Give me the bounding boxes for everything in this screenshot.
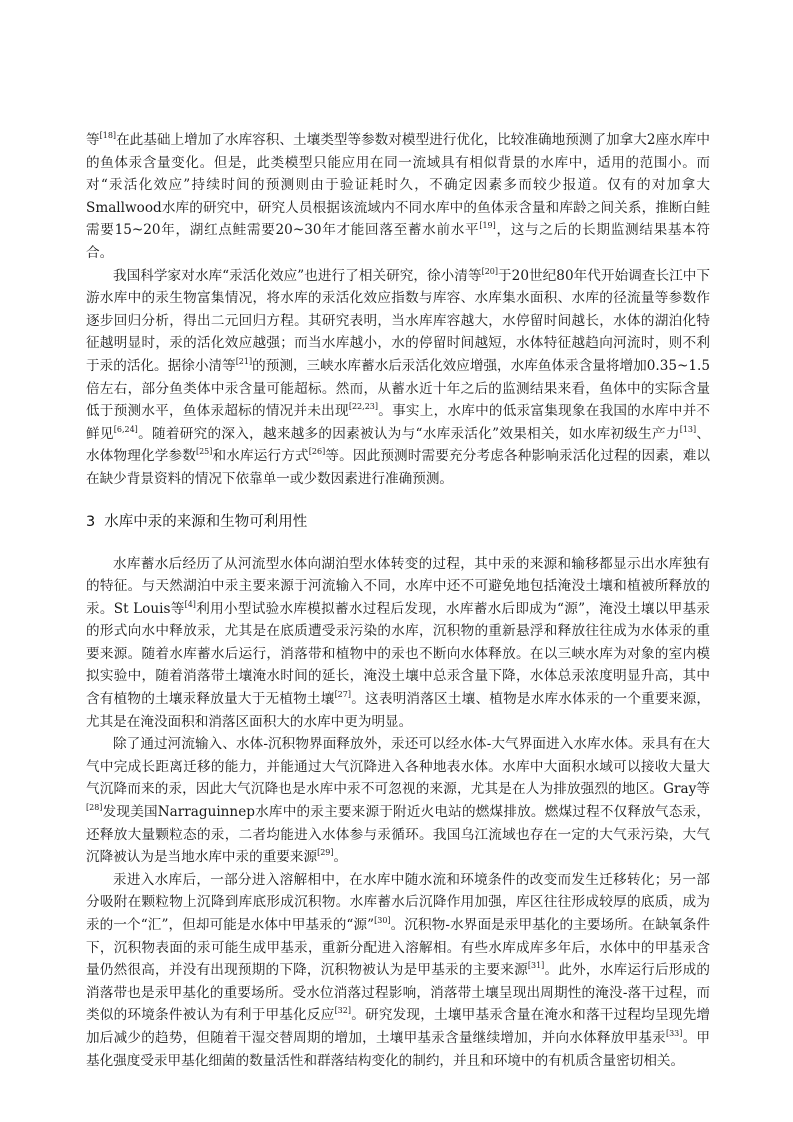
citation-ref: [13] <box>679 424 697 434</box>
paragraph-text: 等 <box>86 132 100 148</box>
citation-ref: [18] <box>99 131 117 140</box>
paragraph-text: 除了通过河流输入、水体-沉积物界面释放外，汞还可以经水体-大气界面进入水库水体。汞具有在大气中完成长距离迁移的能力，并能通过大气沉降进入各种地表水体。水库中大面积水域可以接收大量大气沉降而来的汞，因此大气沉降也是水库中汞不可忽视的来源，尤其是在人为排放强烈的地区。Gray等 <box>86 736 710 798</box>
paragraph-text: 。 <box>333 849 348 866</box>
paragraph-text: 。此外，水库运行后形成的消落带也是汞甲基化的重要场所。受水位消落过程影响，消落带土壤呈现出周期性的淹没-落干过程，而类似的环境条件被认为有利于甲基化反应 <box>86 962 710 1024</box>
body-paragraph <box>86 129 710 265</box>
body-paragraph <box>86 553 710 734</box>
document-body <box>86 129 710 1072</box>
citation-ref: [22,23] <box>348 402 378 412</box>
paragraph-text: 利用小型试验水库模拟蓄水过程后发现，水库蓄水后即成为“源”，淹没土壤以甲基汞的形式向水中释放汞，尤其是在底质遭受汞污染的水库，沉积物的重新悬浮和释放往往成为水体汞的重要来源。随着水库蓄水后运行，消落带和植物中的汞也不断向水体释放。在以三峡水库为对象的室内模拟实验中，随着消落带土壤淹水时间的延长，淹没土壤中总汞含量下降，水体总汞浓度明显升高，其中含有植物的土壤汞释放量大于无植物土壤 <box>86 600 710 708</box>
paragraph-text: 。随着研究的深入，越来越多的因素被认为与“水库汞活化”效果相关，如水库初级生产力 <box>137 425 680 442</box>
citation-ref: [26] <box>308 447 326 457</box>
paragraph-text: 。甲基化强度受汞甲基化细菌的数量活性和群落结构变化的制约，并且和环境中的有机质含量密切相关。 <box>86 1029 711 1069</box>
paragraph-text: 在此基础上增加了水库容积、土壤类型等参数对模型进行优化，比较准确地预测了加拿大2座水库中的鱼体汞含量变化。但是，此类模型只能应用在同一流域具有相似背景的水库中，适用的范围小。而对“汞活化效应”持续时间的预测则由于验证耗时久，不确定因素多而较少报道。仅有的对加拿大Smallwood水库的研究中，研究人员根据该流域内不同水库中的鱼体汞含量和库龄之间关系，推断白鲑需要15~20年，湖红点鲑需要20~30年才能回落至蓄水前水平 <box>86 132 711 239</box>
paragraph-text: 。研究发现，土壤甲基汞含量在淹水和落干过程均呈现先增加后减少的趋势，但随着干湿交替周期的增加，土壤甲基汞含量继续增加，并向水体释放甲基汞 <box>86 1007 711 1046</box>
body-paragraph <box>86 869 710 1072</box>
body-paragraph <box>86 733 710 869</box>
paragraph-text: 的预测，三峡水库蓄水后汞活化效应增强，水库鱼体汞含量将增加0.35~1.5倍左右，部分鱼类体中汞含量可能超标。然而，从蓄水近十年之后的监测结果来看，鱼体中的实际含量低于预测水平，鱼体汞超标的情况并未出现 <box>86 357 711 420</box>
citation-ref: [25] <box>195 447 213 457</box>
paragraph-text: 。沉积物-水界面是汞甲基化的主要场所。在缺氧条件下，沉积物表面的汞可能生成甲基汞，重新分配进入溶解相。有些水库成库多年后，水体中的甲基汞含量仍然很高，并没有出现预期的下降，沉积物被认为是甲基汞的主要来源 <box>86 917 711 979</box>
paragraph-text: 等。因此预测时需要充分考虑各种影响汞活化过程的因素，难以在缺少背景资料的情况下依靠单一或少数因素进行准确预测。 <box>86 448 711 487</box>
citation-ref: [33] <box>665 1028 683 1038</box>
intro-paragraphs <box>86 129 710 491</box>
section-heading <box>86 511 710 533</box>
paragraph-text: 、水体物理化学参数 <box>86 425 710 465</box>
citation-ref: [6,24] <box>113 424 138 434</box>
citation-ref: [21] <box>235 356 253 366</box>
citation-ref: [27] <box>334 690 351 700</box>
section-number: 3 <box>86 513 96 530</box>
citation-ref: [32] <box>334 1006 351 1016</box>
citation-ref: [4] <box>184 599 196 609</box>
paragraph-text: 于20世纪80年代开始调查长江中下游水库中的汞生物富集情况，将水库的汞活化效应指数与库容、水库集水面积、水库的径流量等参数作逐步回归分析，得出二元回归方程。其研究表明，当水库库容越大，水停留时间越长，水体的湖泊化特征越明显时，汞的活化效应越强；而当水库越小，水的停留时间越短，水体特征越趋向河流时，则不利于汞的活化。据徐小清等 <box>86 267 710 374</box>
section-paragraphs <box>86 553 710 1073</box>
body-paragraph <box>86 265 710 491</box>
paragraph-text: 汞进入水库后，一部分进入溶解相中，在水库中随水流和环境条件的改变而发生迁移转化；另一部分吸附在颗粒物上沉降到库底形成沉积物。水库蓄水后沉降作用加强，库区往往形成较厚的底质，成为汞的一个“汇”，但却可能是水体中甲基汞的“源” <box>86 871 710 933</box>
citation-ref: [28] <box>86 803 103 813</box>
citation-ref: [31] <box>527 961 545 971</box>
citation-ref: [29] <box>317 848 334 858</box>
paragraph-text: 发现美国Narraguinnep水库中的汞主要来源于附近火电站的燃煤排放。燃煤过程不仅释放气态汞，还释放大量颗粒态的汞，二者均能进入水体参与汞循环。我国乌江流域也存在一定的大气汞污染，大气沉降被认为是当地水库中汞的重要来源 <box>86 804 710 866</box>
citation-ref: [30] <box>374 916 391 925</box>
paragraph-text: ，这与之后的长期监测结果基本符合。 <box>86 222 711 261</box>
paragraph-text: 和水库运行方式 <box>212 448 309 465</box>
citation-ref: [19] <box>479 221 496 231</box>
paragraph-text: 我国科学家对水库“汞活化效应”也进行了相关研究，徐小清等 <box>113 267 482 284</box>
section-title: 水库中汞的来源和生物可利用性 <box>104 513 308 530</box>
citation-ref: [20] <box>481 266 498 276</box>
paragraph-text: 。事实上，水库中的低汞富集现象在我国的水库中并不鲜见 <box>86 403 711 442</box>
paragraph-text: 水库蓄水后经历了从河流型水体向湖泊型水体转变的过程，其中汞的来源和输移都显示出水库独有的特征。与天然湖泊中汞主要来源于河流输入不同，水库中还不可避免地包括淹没土壤和植被所释放的汞。St Louis等 <box>86 555 710 617</box>
paragraph-text: 。这表明消落区土壤、植物是水库水体汞的一个重要来源，尤其是在淹没面积和消落区面积大的水库中更为明显。 <box>86 691 711 730</box>
